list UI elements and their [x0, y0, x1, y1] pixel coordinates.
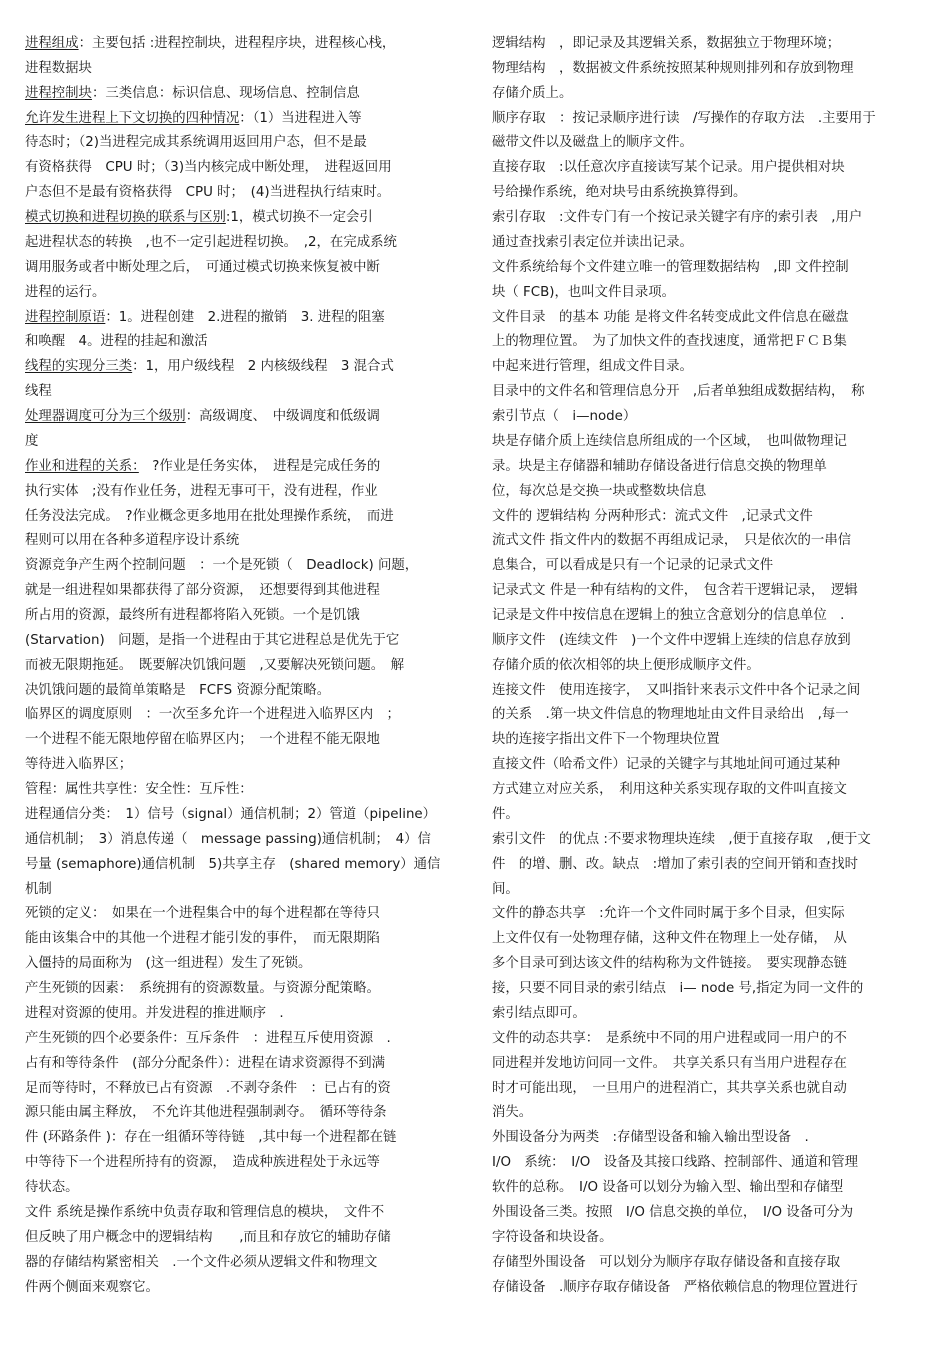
- right-text-line: [492, 458, 827, 476]
- line-text: ?作业是任务实体， 进程是完成任务的: [138, 458, 381, 474]
- left-text-line: [25, 358, 394, 376]
- line-text: 息集合，可以看成是只有一个记录的记录式文件: [492, 558, 774, 574]
- line-text: 存储设备 .顺序存取存储设备 严格依赖信息的物理位置进行: [492, 1279, 858, 1295]
- line-text: 块是存储介质上连续信息所组成的一个区域， 也叫做物理记: [492, 433, 847, 449]
- right-text-line: [492, 657, 760, 675]
- left-text-line: [25, 607, 360, 625]
- line-text: 死锁的定义： 如果在一个进程集合中的每个进程都在等待只: [25, 906, 380, 922]
- right-text-line: [492, 1129, 809, 1147]
- line-text: 资源竞争产生两个控制问题 ：一个是死锁（ Deadlock) 问题，: [25, 558, 419, 574]
- line-text: 索引文件 的优点 :不要求物理块连续 ,便于直接存取 ,便于文: [492, 831, 871, 847]
- right-text-line: [492, 408, 636, 426]
- line-text: 任务没法完成。 ?作业概念更多地用在批处理操作系统， 而进: [25, 508, 394, 524]
- line-text: ：1，用户级线程 2 内核级线程 3 混合式: [132, 359, 394, 375]
- line-text: 接，只要不同目录的索引结点 i— node 号,指定为同一文件的: [492, 981, 864, 997]
- left-text-line: [25, 955, 311, 973]
- line-text: 字符设备和块设备。: [492, 1229, 613, 1245]
- line-text: 同进程并发地访问同一文件。 共享关系只有当用户进程存在: [492, 1055, 847, 1071]
- line-text: 直接文件（哈希文件）记录的关键字与其地址间可通过某种: [492, 757, 841, 773]
- left-text-line: [25, 234, 397, 252]
- left-text-line: [25, 980, 380, 998]
- left-text-line: [25, 110, 362, 128]
- right-text-line: [492, 259, 849, 277]
- right-text-line: [492, 856, 858, 874]
- left-text-line: [25, 85, 360, 103]
- line-text: 时才可能出现， 一旦用户的进程消亡，其共享关系也就自动: [492, 1080, 847, 1096]
- line-text: 度: [25, 433, 39, 449]
- left-text-line: [25, 1229, 391, 1247]
- term-heading: 模式切换和进程切换的联系与区别: [25, 210, 226, 226]
- line-text: 线程: [25, 384, 52, 400]
- line-text: ：1。进程创建 2.进程的撤销 3. 进程的阻塞: [105, 309, 385, 325]
- right-text-line: [492, 632, 851, 650]
- right-text-line: [492, 333, 847, 351]
- line-text: 的关系 .第一块文件信息的物理地址由文件目录给出 ,每一: [492, 707, 849, 723]
- line-text: 件 (环路条件 )：存在一组循环等待链 ,其中每一个进程都在链: [25, 1130, 397, 1146]
- line-text: 产生死锁的四个必要条件：互斥条件 ：进程互斥使用资源 .: [25, 1030, 391, 1046]
- line-text: 记录是文件中按信息在逻辑上的独立含意划分的信息单位 .: [492, 608, 845, 623]
- left-text-line: [25, 1129, 396, 1147]
- line-text: 管程：属性共享性：安全性：互斥性：: [25, 782, 253, 798]
- line-text: 块（ FCB)，也叫文件目录项。: [492, 284, 676, 300]
- line-text: 磁带文件以及磁盘上的顺序文件。: [492, 135, 693, 151]
- term-heading: 线程的实现分三类: [25, 359, 133, 375]
- right-text-line: [492, 607, 844, 625]
- right-text-line: [492, 1104, 532, 1122]
- line-text: 中等待下一个进程所持有的资源， 造成种族进程处于永远等: [25, 1155, 380, 1171]
- left-text-line: [25, 1005, 284, 1023]
- left-text-line: [25, 582, 380, 600]
- term-heading: 进程控制原语: [25, 309, 106, 325]
- right-text-line: [492, 159, 845, 177]
- right-text-line: [492, 85, 572, 103]
- line-text: 物理结构 ，数据被文件系统按照某种规则排列和存放到物理: [492, 60, 854, 76]
- line-text: 进程的运行。: [25, 284, 106, 300]
- line-text: 文件的静态共享 :允许一个文件同时属于多个目录，但实际: [492, 906, 845, 922]
- right-text-line: [492, 1154, 858, 1172]
- left-text-line: [25, 433, 38, 451]
- right-text-line: [492, 706, 849, 724]
- line-text: 存储型外围设备 可以划分为顺序存取存储设备和直接存取: [492, 1254, 841, 1270]
- left-text-line: [25, 508, 394, 526]
- line-text: 足而等待时，不释放已占有资源 .不剥夺条件 ：已占有的资: [25, 1080, 391, 1096]
- line-text: 号给操作系统，绝对块号由系统换算得到。: [492, 185, 747, 201]
- left-text-line: [25, 1154, 380, 1172]
- left-text-line: [25, 209, 373, 227]
- term-heading: 进程控制块: [25, 85, 92, 101]
- line-text: 多个目录可到达该文件的结构称为文件链接。 要实现静态链: [492, 956, 847, 972]
- left-text-line: [25, 856, 440, 874]
- left-text-line: [25, 408, 380, 426]
- right-text-line: [492, 433, 847, 451]
- right-text-line: [492, 955, 847, 973]
- line-text: 临界区的调度原则 ：一次至多允许一个进程进入临界区内 ；: [25, 707, 400, 723]
- left-text-line: [25, 657, 404, 675]
- line-text: 文件 系统是操作系统中负责存取和管理信息的模块， 文件不: [25, 1204, 385, 1220]
- line-text: ：高级调度、 中级调度和低级调: [185, 409, 380, 425]
- left-text-line: [25, 60, 92, 78]
- right-text-line: [492, 1279, 858, 1297]
- right-text-line: [492, 234, 693, 252]
- line-text: 通信机制； 3）消息传递（ message passing)通信机制； 4）信: [25, 831, 431, 847]
- left-text-line: [25, 134, 367, 152]
- line-text: 流式文件 指文件内的数据不再组成记录， 只是依次的一串信: [492, 533, 852, 549]
- right-text-line: [492, 1005, 586, 1023]
- left-text-line: [25, 831, 431, 849]
- line-text: 所占用的资源，最终所有进程都将陷入死锁。一个是饥饿: [25, 608, 360, 623]
- line-text: 执行实体 ;没有作业任务，进程无事可干，没有进程，作业: [25, 483, 378, 499]
- line-text: 顺序存取 ：按记录顺序进行读 /写操作的存取方法 .主要用于: [492, 110, 876, 126]
- right-text-line: [492, 1254, 840, 1272]
- right-text-line: [492, 1055, 847, 1073]
- line-text: 件。: [492, 806, 519, 822]
- term-heading: 处理器调度可分为三个级别: [25, 409, 186, 425]
- line-text: 直接存取 :以任意次序直接读写某个记录。用户提供相对块: [492, 160, 845, 176]
- right-text-line: [492, 557, 773, 575]
- right-text-line: [492, 110, 876, 128]
- line-text: 通过查找索引表定位并读出记录。: [492, 234, 693, 250]
- line-text: 占有和等待条件 (部分分配条件）：进程在请求资源得不到满: [25, 1055, 386, 1071]
- line-text: 件 的增、删、改。缺点 :增加了索引表的空间开销和查找时: [492, 856, 859, 872]
- line-text: 文件的 逻辑结构 分两种形式：流式文件 ,记录式文件: [492, 508, 813, 524]
- line-text: 起进程状态的转换 ,也不一定引起进程切换。 ,2，在完成系统: [25, 234, 397, 250]
- line-text: 顺序文件 (连续文件 )一个文件中逻辑上连续的信息存放到: [492, 632, 851, 648]
- right-text-line: [492, 1204, 853, 1222]
- line-text: 位，每次总是交换一块或整数块信息: [492, 483, 707, 499]
- right-text-line: [492, 905, 845, 923]
- left-text-line: [25, 259, 380, 277]
- left-text-line: [25, 1030, 391, 1048]
- line-text: 能由该集合中的其他一个进程才能引发的事件， 而无限期陷: [25, 931, 380, 947]
- line-text: 等待进入临界区；: [25, 757, 133, 773]
- line-text: 程则可以用在各种多道程序设计系统: [25, 533, 240, 549]
- line-text: (Starvation) 问题，是指一个进程由于其它进程总是优先于它: [25, 632, 400, 648]
- line-text: 进程对资源的使用。并发进程的推进顺序 .: [25, 1005, 284, 1021]
- left-text-line: [25, 1179, 79, 1197]
- term-heading: 允许发生进程上下文切换的四种情况: [25, 110, 240, 126]
- left-text-line: [25, 1254, 377, 1272]
- line-text: 上的物理位置。 为了加快文件的查找速度，通常把ＦＣＢ集: [492, 334, 847, 350]
- line-text: 存储介质上。: [492, 85, 573, 101]
- line-text: 录。块是主存储器和辅助存储设备进行信息交换的物理单: [492, 458, 827, 474]
- line-text: 块的连接字指出文件下一个物理块位置: [492, 732, 720, 748]
- left-text-line: [25, 1204, 384, 1222]
- line-text: 文件目录 的基本 功能 是将文件名转变成此文件信息在磁盘: [492, 309, 849, 325]
- line-text: 进程数据块: [25, 60, 92, 76]
- line-text: 和唤醒 4。进程的挂起和激活: [25, 334, 208, 350]
- line-text: 入僵持的局面称为 (这一组进程）发生了死锁。: [25, 956, 312, 972]
- left-text-line: [25, 532, 239, 550]
- left-text-line: [25, 458, 380, 476]
- right-text-line: [492, 383, 865, 401]
- line-text: 但反映了用户概念中的逻辑结构 ,而且和存放它的辅助存储: [25, 1229, 391, 1245]
- line-text: 机制: [25, 881, 52, 897]
- right-text-line: [492, 284, 675, 302]
- line-text: 存储介质的依次相邻的块上便形成顺序文件。: [492, 657, 760, 673]
- right-text-line: [492, 358, 693, 376]
- left-text-line: [25, 781, 253, 799]
- line-text: ：主要包括 :进程控制块，进程程序块，进程核心栈，: [78, 36, 396, 51]
- left-text-line: [25, 483, 378, 501]
- right-text-line: [492, 532, 851, 550]
- line-text: 调用服务或者中断处理之后， 可通过模式切换来恢复被中断: [25, 259, 380, 275]
- right-text-line: [492, 508, 813, 526]
- left-text-line: [25, 682, 330, 700]
- right-text-line: [492, 1080, 847, 1098]
- line-text: 上文件仅有一处物理存储，这种文件在物理上一处存储， 从: [492, 931, 847, 947]
- line-text: 索引结点即可。: [492, 1005, 586, 1021]
- left-text-line: [25, 632, 399, 650]
- line-text: ：（1）当进程进入等: [239, 110, 362, 126]
- line-text: 待状态。: [25, 1180, 79, 1196]
- line-text: 外围设备分为两类 :存储型设备和输入输出型设备 .: [492, 1130, 809, 1146]
- left-text-line: [25, 1279, 159, 1297]
- line-text: 方式建立对应关系， 利用这种关系实现存取的文件叫直接文: [492, 782, 847, 798]
- right-text-line: [492, 35, 840, 53]
- line-text: 就是一组进程如果都获得了部分资源， 还想要得到其他进程: [25, 583, 380, 599]
- right-text-line: [492, 980, 863, 998]
- right-text-line: [492, 881, 519, 899]
- line-text: 件两个侧面来观察它。: [25, 1279, 159, 1295]
- left-text-line: [25, 35, 395, 53]
- line-text: 软件的总称。 I/O 设备可以划分为输入型、输出型和存储型: [492, 1180, 844, 1196]
- left-text-line: [25, 184, 390, 202]
- line-text: 一个进程不能无限地停留在临界区内； 一个进程不能无限地: [25, 732, 380, 748]
- line-text: 而被无限期拖延。 既要解决饥饿问题 ,又要解决死锁问题。 解: [25, 657, 405, 673]
- line-text: 产生死锁的因素： 系统拥有的资源数量。与资源分配策略。: [25, 981, 380, 997]
- line-text: 户态但不是最有资格获得 CPU 时； (4)当进程执行结束时。: [25, 185, 391, 201]
- right-text-line: [492, 209, 862, 227]
- line-text: 进程通信分类： 1）信号（signal）通信机制；2）管道（pipeline）: [25, 806, 437, 822]
- right-text-line: [492, 483, 706, 501]
- line-text: 索引节点（ i—node）: [492, 409, 637, 425]
- line-text: 源只能由属主释放， 不允许其他进程强制剥夺。 循环等待条: [25, 1105, 387, 1121]
- left-text-line: [25, 930, 380, 948]
- left-text-line: [25, 309, 385, 327]
- line-text: I/O 系统： I/O 设备及其接口线路、控制部件、通道和管理: [492, 1155, 859, 1171]
- left-text-line: [25, 557, 418, 575]
- left-text-line: [25, 1055, 385, 1073]
- right-text-line: [492, 806, 519, 824]
- line-text: 决饥饿问题的最简单策略是 FCFS 资源分配策略。: [25, 682, 331, 698]
- right-text-line: [492, 1179, 843, 1197]
- right-text-line: [492, 731, 720, 749]
- right-text-line: [492, 60, 854, 78]
- line-text: ：三类信息：标识信息、现场信息、控制信息: [91, 85, 360, 101]
- left-text-line: [25, 706, 400, 724]
- right-text-line: [492, 781, 847, 799]
- left-text-line: [25, 383, 52, 401]
- right-text-line: [492, 756, 840, 774]
- left-text-line: [25, 806, 436, 824]
- line-text: 文件的动态共享： 是系统中不同的用户进程或同一用户的不: [492, 1030, 847, 1046]
- line-text: 目录中的文件名和管理信息分开 ,后者单独组成数据结构， 称: [492, 384, 865, 400]
- left-text-line: [25, 731, 380, 749]
- right-text-line: [492, 309, 849, 327]
- line-text: 待态时；（2)当进程完成其系统调用返回用户态，但不是最: [25, 135, 367, 151]
- left-text-line: [25, 284, 105, 302]
- line-text: 外围设备三类。按照 I/O 信息交换的单位， I/O 设备可分为: [492, 1204, 854, 1220]
- line-text: 消失。: [492, 1105, 533, 1121]
- line-text: 连接文件 使用连接字， 又叫指针来表示文件中各个记录之间: [492, 682, 861, 698]
- line-text: 记录式文 件是一种有结构的文件， 包含若干逻辑记录， 逻辑: [492, 583, 858, 599]
- left-text-line: [25, 1080, 391, 1098]
- line-text: :1，模式切换不一定会引: [225, 210, 373, 226]
- term-heading: 作业和进程的关系：: [25, 458, 139, 474]
- line-text: 有资格获得 CPU 时；（3)当内核完成中断处理， 进程返回用: [25, 160, 392, 176]
- line-text: 文件系统给每个文件建立唯一的管理数据结构 ,即 文件控制: [492, 259, 849, 275]
- right-text-line: [492, 134, 693, 152]
- right-text-line: [492, 831, 871, 849]
- line-text: 逻辑结构 ，即记录及其逻辑关系，数据独立于物理环境；: [492, 36, 841, 51]
- right-text-line: [492, 184, 746, 202]
- line-text: 索引存取 :文件专门有一个按记录关键字有序的索引表 ,用户: [492, 210, 863, 226]
- right-text-line: [492, 930, 847, 948]
- left-text-line: [25, 881, 52, 899]
- line-text: 中起来进行管理，组成文件目录。: [492, 359, 693, 375]
- left-text-line: [25, 1104, 387, 1122]
- term-heading: 进程组成: [25, 36, 79, 51]
- right-text-line: [492, 582, 858, 600]
- left-text-line: [25, 756, 132, 774]
- line-text: 号量 (semaphore)通信机制 5)共享主存 (shared memory）通信: [25, 856, 441, 872]
- line-text: 间。: [492, 881, 519, 897]
- left-text-line: [25, 905, 380, 923]
- right-text-line: [492, 1030, 847, 1048]
- right-text-line: [492, 1229, 613, 1247]
- line-text: 器的存储结构紧密相关 .一个文件必须从逻辑文件和物理文: [25, 1254, 378, 1270]
- left-text-line: [25, 159, 392, 177]
- right-text-line: [492, 682, 860, 700]
- left-text-line: [25, 333, 208, 351]
